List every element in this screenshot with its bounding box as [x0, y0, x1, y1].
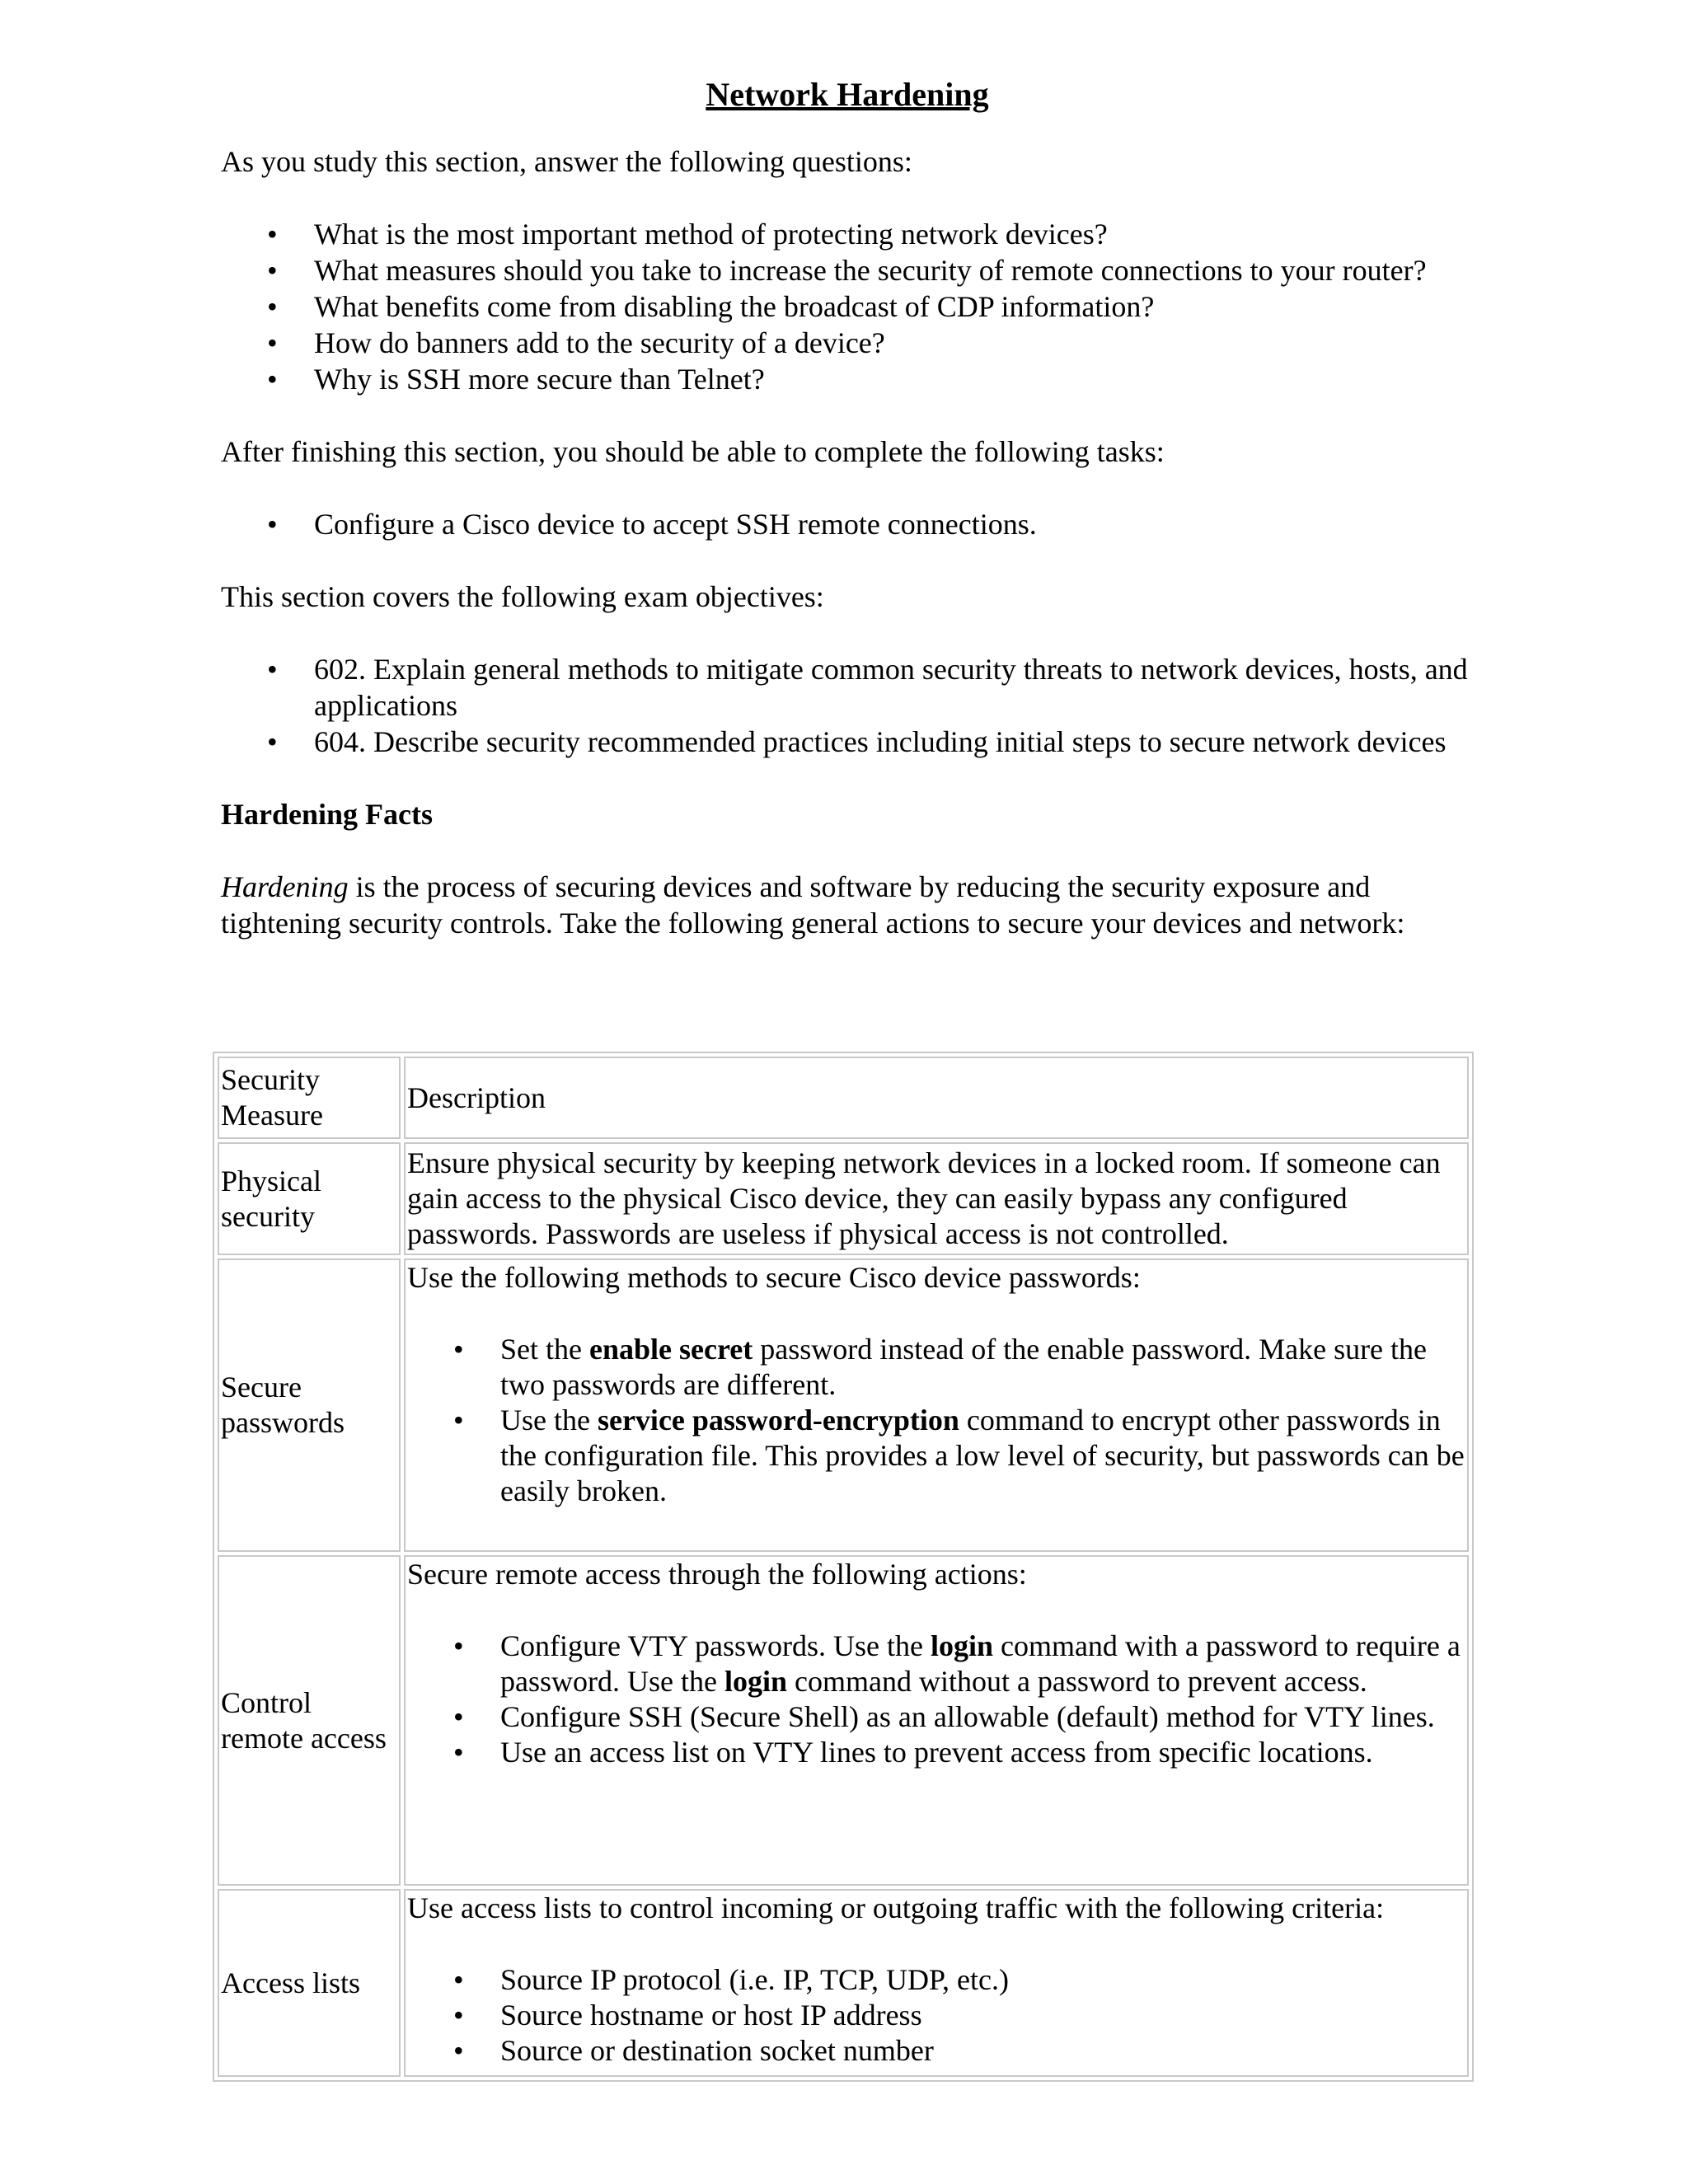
table-row [218, 1142, 1469, 1255]
remote-intro: Secure remote access through the following actions: [407, 1558, 1027, 1591]
hardening-definition [221, 869, 1474, 941]
table-header-row [218, 1057, 1469, 1139]
measure-physical-security: Physical security [218, 1142, 401, 1255]
passwords-intro: Use the following methods to secure Cisco device passwords: [407, 1261, 1141, 1294]
measure-secure-passwords: Secure passwords [218, 1258, 401, 1552]
table-row [218, 1555, 1469, 1886]
list-item: • What benefits come from disabling the broadcast of CDP information? [314, 288, 1474, 325]
list-item: • Source hostname or host IP address [500, 1998, 1465, 2033]
list-item: • Why is SSH more secure than Telnet? [314, 361, 1474, 397]
hardening-facts-table [213, 1052, 1474, 2082]
passwords-list [407, 1332, 1465, 1509]
text-run: Configure VTY passwords. Use the [500, 1629, 931, 1662]
acl-list [407, 1962, 1465, 2069]
description-secure-passwords [404, 1258, 1469, 1552]
questions-intro: As you study this section, answer the following questions: [221, 145, 912, 178]
list-item: • 602. Explain general methods to mitigate common security threats to network devices, hosts, and applications [314, 651, 1474, 724]
measure-control-remote-access: Control remote access [218, 1555, 401, 1886]
acl-intro: Use access lists to control incoming or outgoing traffic with the following criteria: [407, 1891, 1385, 1924]
list-item: • Configure a Cisco device to accept SSH remote connections. [314, 506, 1474, 542]
text-run: command without a password to prevent access. [786, 1665, 1367, 1698]
list-item [500, 1332, 1465, 1403]
page-title: Network Hardening [706, 76, 989, 113]
header-security-measure: Security Measure [218, 1057, 401, 1139]
hardening-definition-text: is the process of securing devices and software by reducing the security exposure and tightening security controls. Take the following general actions to secure your devices and network: [221, 870, 1405, 940]
command-text: login [724, 1665, 787, 1698]
list-item: • What measures should you take to increase the security of remote connections to your router? [314, 252, 1474, 288]
list-item: • Source IP protocol (i.e. IP, TCP, UDP, etc.) [500, 1962, 1465, 1998]
command-text: enable secret [588, 1333, 753, 1366]
hardening-term: Hardening [221, 870, 349, 903]
facts-heading: Hardening Facts [221, 798, 433, 831]
list-item: • Configure SSH (Secure Shell) as an allowable (default) method for VTY lines. [500, 1699, 1465, 1735]
description-physical-security: Ensure physical security by keeping network devices in a locked room. If someone can gain access to the physical Cisco device, they can easily bypass any configured passwords. Passwords are useless if physical access is not controlled. [404, 1142, 1469, 1255]
header-description: Description [404, 1057, 1469, 1139]
description-access-lists [404, 1889, 1469, 2077]
table-row [218, 1258, 1469, 1552]
list-item [500, 1629, 1465, 1699]
text-run: command to encrypt other passwords in the configuration file. This provides a low level of security, but passwords can be easily broken. [500, 1404, 1465, 1507]
command-text: service password-encryption [597, 1404, 959, 1436]
text-run: command with a password to require a password. Use the [500, 1629, 1461, 1698]
text-run: Set the [500, 1333, 589, 1366]
list-item: • Use an access list on VTY lines to prevent access from specific locations. [500, 1735, 1465, 1770]
list-item: • How do banners add to the security of a device? [314, 325, 1474, 361]
list-item: • Source or destination socket number [500, 2033, 1465, 2069]
tasks-intro: After finishing this section, you should be able to complete the following tasks: [221, 435, 1165, 468]
measure-access-lists: Access lists [218, 1889, 401, 2077]
command-text: login [930, 1629, 993, 1662]
objectives-list [221, 651, 1474, 760]
tasks-list [221, 506, 1474, 542]
text-run: password instead of the enable password. Make sure the two passwords are different. [500, 1333, 1428, 1401]
table-row [218, 1889, 1469, 2077]
description-control-remote-access [404, 1555, 1469, 1886]
list-item: • What is the most important method of protecting network devices? [314, 216, 1474, 252]
objectives-intro: This section covers the following exam objectives: [221, 580, 824, 613]
list-item: • 604. Describe security recommended practices including initial steps to secure network devices [314, 724, 1474, 760]
text-run: Use the [500, 1404, 598, 1436]
questions-list [221, 216, 1474, 397]
list-item [500, 1403, 1465, 1509]
document-body [221, 71, 1474, 977]
remote-list [407, 1629, 1465, 1770]
